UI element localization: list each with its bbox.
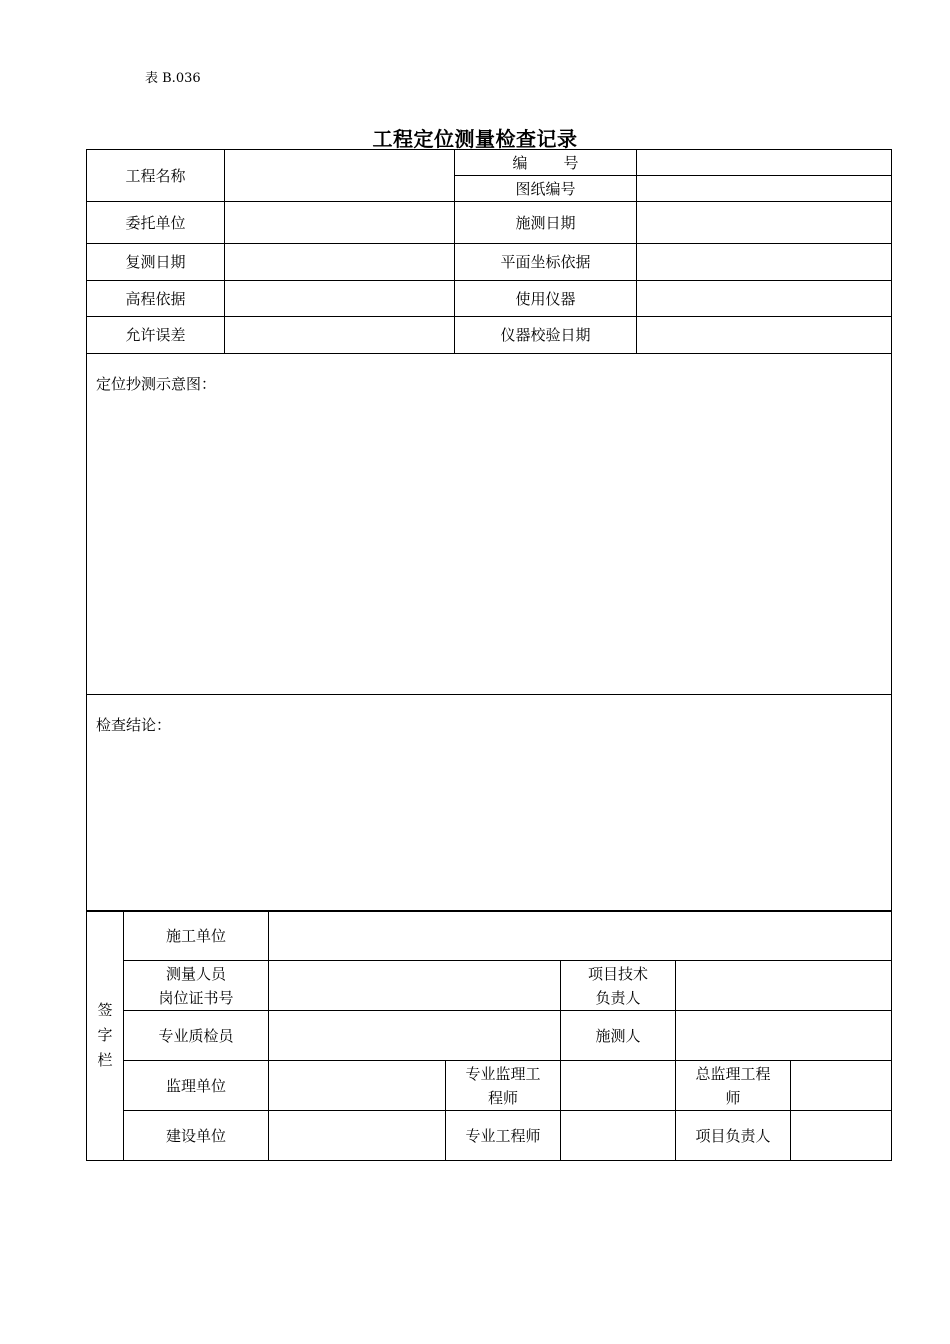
survey-person-field[interactable] [676, 1011, 892, 1061]
page-title: 工程定位测量检查记录 [372, 127, 578, 151]
table-row [87, 1011, 892, 1061]
signature-column-label: 签 字 栏 [87, 911, 124, 1161]
table-row [87, 202, 892, 244]
resurvey-date-label: 复测日期 [87, 244, 225, 281]
table-row [87, 911, 892, 961]
calibration-date-label: 仪器校验日期 [455, 317, 637, 354]
table-row [87, 695, 892, 912]
supervising-engineer-label: 专业监理工 程师 [446, 1061, 561, 1111]
client-label: 委托单位 [87, 202, 225, 244]
instrument-field[interactable] [637, 281, 892, 317]
qc-label: 专业质检员 [124, 1011, 269, 1061]
table-row [87, 1111, 892, 1161]
owner-label: 建设单位 [124, 1111, 269, 1161]
table-row [87, 961, 892, 1011]
contractor-field[interactable] [269, 911, 892, 961]
specialist-engineer-field[interactable] [561, 1111, 676, 1161]
contractor-label: 施工单位 [124, 911, 269, 961]
survey-date-field[interactable] [637, 202, 892, 244]
table-row [87, 244, 892, 281]
surveyor-label: 测量人员 岗位证书号 [124, 961, 269, 1011]
table-row [87, 150, 892, 176]
resurvey-date-field[interactable] [225, 244, 455, 281]
table-row [87, 1061, 892, 1111]
qc-field[interactable] [269, 1011, 561, 1061]
number-label: 编 号 [455, 150, 637, 176]
conclusion-label: 检查结论： [96, 716, 172, 734]
elevation-label: 高程依据 [87, 281, 225, 317]
chief-supervisor-field[interactable] [791, 1061, 892, 1111]
elevation-field[interactable] [225, 281, 455, 317]
plane-coord-label: 平面坐标依据 [455, 244, 637, 281]
supervision-field[interactable] [269, 1061, 446, 1111]
drawing-no-field[interactable] [637, 176, 892, 202]
supervision-label: 监理单位 [124, 1061, 269, 1111]
table-row [87, 317, 892, 354]
signature-table [86, 910, 892, 1161]
plane-coord-field[interactable] [637, 244, 892, 281]
survey-person-label: 施测人 [561, 1011, 676, 1061]
calibration-date-field[interactable] [637, 317, 892, 354]
specialist-engineer-label: 专业工程师 [446, 1111, 561, 1161]
drawing-no-label: 图纸编号 [455, 176, 637, 202]
tolerance-field[interactable] [225, 317, 455, 354]
tech-lead-field[interactable] [676, 961, 892, 1011]
owner-field[interactable] [269, 1111, 446, 1161]
chief-supervisor-label: 总监理工程 师 [676, 1061, 791, 1111]
tolerance-label: 允许误差 [87, 317, 225, 354]
number-field[interactable] [637, 150, 892, 176]
conclusion-area[interactable] [87, 695, 892, 912]
form-code: 表 B.036 [145, 71, 201, 86]
project-lead-label: 项目负责人 [676, 1111, 791, 1161]
project-name-field[interactable] [225, 150, 455, 202]
info-table [86, 149, 892, 912]
project-lead-field[interactable] [791, 1111, 892, 1161]
instrument-label: 使用仪器 [455, 281, 637, 317]
table-row [87, 354, 892, 695]
surveyor-field[interactable] [269, 961, 561, 1011]
diagram-area[interactable] [87, 354, 892, 695]
survey-date-label: 施测日期 [455, 202, 637, 244]
tech-lead-label: 项目技术 负责人 [561, 961, 676, 1011]
project-name-label: 工程名称 [87, 150, 225, 202]
supervising-engineer-field[interactable] [561, 1061, 676, 1111]
table-row [87, 281, 892, 317]
diagram-label: 定位抄测示意图： [96, 375, 217, 393]
client-field[interactable] [225, 202, 455, 244]
